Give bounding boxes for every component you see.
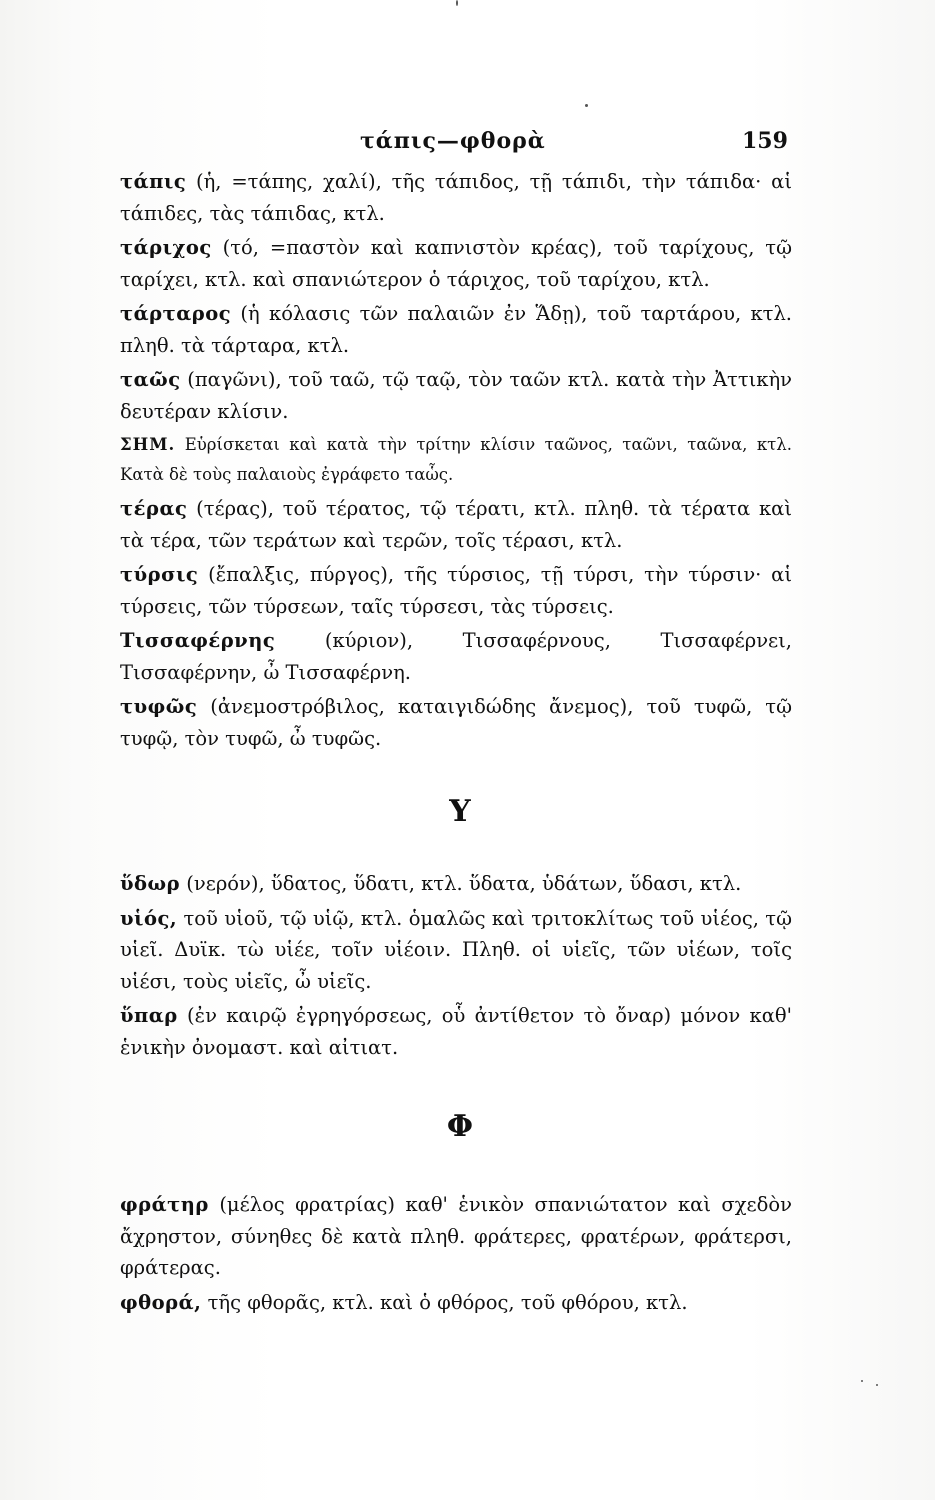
entry-headword: ὕδωρ xyxy=(120,872,181,895)
entry-headword: τάριχος xyxy=(120,236,212,259)
dictionary-entry-teras xyxy=(120,493,792,556)
dictionary-entry-tarichos xyxy=(120,232,792,295)
entry-headword: τέρας xyxy=(120,497,188,520)
dictionary-entry-fthora xyxy=(120,1287,792,1319)
dictionary-entry-tyrsis xyxy=(120,559,792,622)
dictionary-entry-tissaphernes xyxy=(120,625,792,688)
entry-headword: τάρταρος xyxy=(120,302,232,325)
note-text: Εὑρίσκεται καὶ κατὰ τὴν τρίτην κλίσιν ταῶνος, ταῶνι, ταῶνα, κτλ. Κατὰ δὲ τοὺς παλαιοὺς ἐγράφετο ταὧς. xyxy=(120,435,792,484)
entry-text: (νερόν), ὕδατος, ὕδατι, κτλ. ὕδατα, ὑδάτων, ὕδασι, κτλ. xyxy=(180,872,742,895)
entry-text: τῆς φθορᾶς, κτλ. καὶ ὁ φθόρος, τοῦ φθόρου, κτλ. xyxy=(201,1290,688,1314)
entry-headword: Τισσαφέρνης xyxy=(120,629,276,652)
dictionary-entry-hypar xyxy=(120,1000,792,1063)
entry-text: (ἡ κόλασις τῶν παλαιῶν ἐν Ἅδῃ), τοῦ ταρτάρου, κτλ. πληθ. τὰ τάρταρα, κτλ. xyxy=(120,302,792,357)
entry-text: (κύριον), Τισσαφέρνους, Τισσαφέρνει, Τισσαφέρνην, ὦ Τισσαφέρνη. xyxy=(120,629,792,684)
dictionary-entry-hyios xyxy=(120,903,792,998)
page-header xyxy=(0,128,935,158)
entry-headword: τάπις xyxy=(120,170,187,193)
entry-headword: ταῶς xyxy=(120,368,181,391)
page-number: 159 xyxy=(742,128,788,154)
running-title: τάπις—φθορὰ xyxy=(360,128,546,154)
entry-headword: υἱός, xyxy=(120,906,178,930)
entry-text: (ἔπαλξις, πύργος), τῆς τύρσιος, τῇ τύρσι, τὴν τύρσιν· αἱ τύρσεις, τῶν τύρσεων, ταῖς τύρσεσι, τὰς τύρσεις. xyxy=(120,563,792,618)
entry-text: τοῦ υἱοῦ, τῷ υἱῷ, κτλ. ὁμαλῶς καὶ τριτοκλίτως τοῦ υἱέος, τῷ υἱεῖ. Δυϊκ. τὼ υἱέε, τοῖν υἱέοιν. Πληθ. οἱ υἱεῖς, τῶν υἱέων, τοῖς υἱέσι, τοὺς υἱεῖς, ὦ υἱεῖς. xyxy=(120,906,792,993)
ink-speck xyxy=(876,1384,878,1386)
section-letter-phi: Φ xyxy=(446,1109,474,1144)
ink-speck xyxy=(456,0,458,6)
dictionary-entry-frater xyxy=(120,1189,792,1284)
entry-text: (ἀνεμοστρόβιλος, καταιγιδώδης ἄνεμος), τοῦ τυφῶ, τῷ τυφῷ, τὸν τυφῶ, ὦ τυφῶς. xyxy=(120,695,792,750)
entry-text: (τέρας), τοῦ τέρατος, τῷ τέρατι, κτλ. πληθ. τὰ τέρατα καὶ τὰ τέρα, τῶν τεράτων καὶ τερῶν, τοῖς τέρασι, κτλ. xyxy=(120,497,792,552)
dictionary-entry-hydor xyxy=(120,868,792,900)
entry-text: (παγῶνι), τοῦ ταῶ, τῷ ταῷ, τὸν ταῶν κτλ. κατὰ τὴν Ἀττικὴν δευτέραν κλίσιν. xyxy=(120,368,792,423)
entry-text: (ἡ, =τάπης, χαλί), τῆς τάπιδος, τῇ τάπιδι, τὴν τάπιδα· αἱ τάπιδες, τὰς τάπιδας, κτλ. xyxy=(120,170,792,225)
section-letter-upsilon: Υ xyxy=(449,794,471,829)
dictionary-content xyxy=(120,166,792,1318)
dictionary-entry-typhos xyxy=(120,691,792,754)
entry-headword: τυφῶς xyxy=(120,695,198,718)
entry-headword: φράτηρ xyxy=(120,1193,209,1216)
ink-speck xyxy=(585,104,588,107)
dictionary-entry-tartaros xyxy=(120,298,792,361)
note-label: ΣΗΜ. xyxy=(120,435,176,454)
entry-text: (ἐν καιρῷ ἐγρηγόρσεως, οὗ ἀντίθετον τὸ ὄναρ) μόνον καθ' ἑνικὴν ὀνομαστ. καὶ αἰτιατ. xyxy=(120,1004,792,1059)
entry-headword: τύρσις xyxy=(120,563,199,586)
entry-text: (τό, =παστὸν καὶ καπνιστὸν κρέας), τοῦ ταρίχους, τῷ ταρίχει, κτλ. καὶ σπανιώτερον ὁ τάριχος, τοῦ ταρίχου, κτλ. xyxy=(120,236,792,291)
ink-speck xyxy=(861,1380,863,1382)
entry-text: (μέλος φρατρίας) καθ' ἑνικὸν σπανιώτατον καὶ σχεδὸν ἄχρηστον, σύνηθες δὲ κατὰ πληθ. φράτερες, φρατέρων, φράτερσι, φράτερας. xyxy=(120,1193,792,1279)
entry-headword: ὕπαρ xyxy=(120,1004,178,1027)
grammar-note xyxy=(120,430,792,490)
entry-headword: φθορά, xyxy=(120,1290,202,1314)
dictionary-entry-taos xyxy=(120,364,792,427)
dictionary-entry-tapis xyxy=(120,166,792,229)
